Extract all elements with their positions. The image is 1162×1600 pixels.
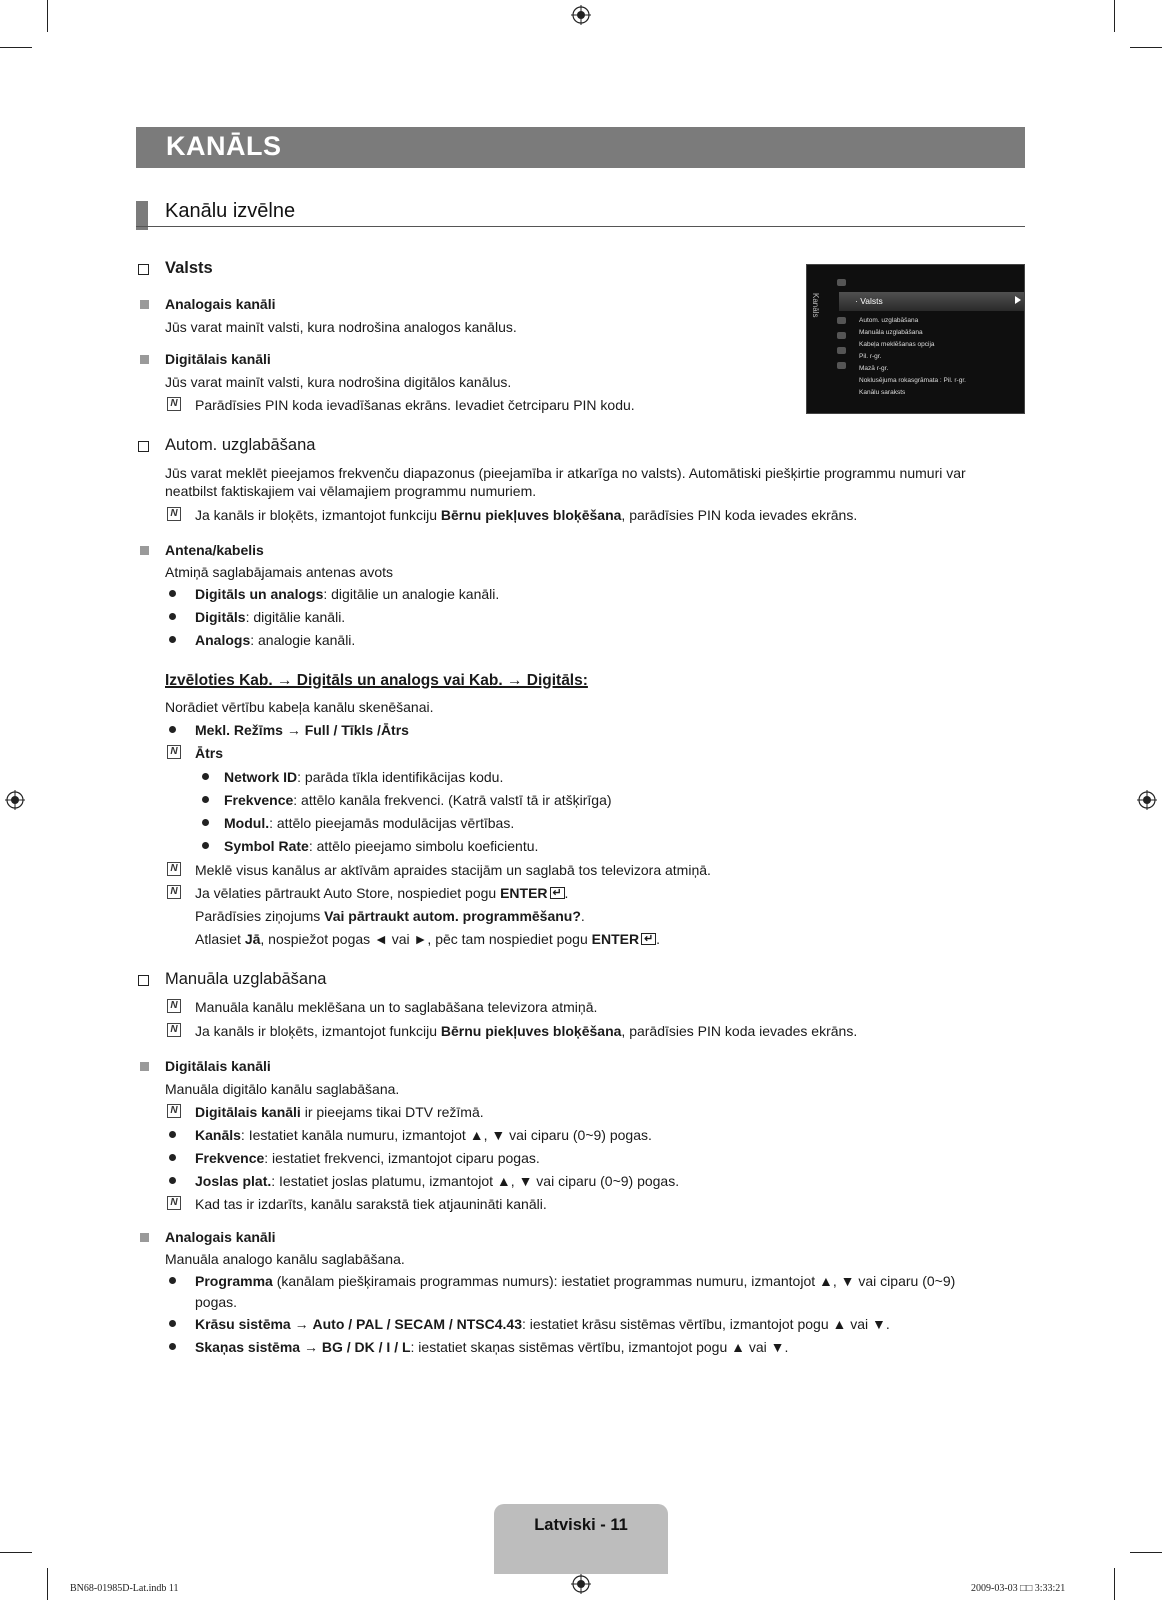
- crop-mark: [0, 47, 32, 48]
- tv-menu-item: Kabeļa meklēšanas opcija: [859, 341, 935, 348]
- autostore-note: Meklē visus kanālus ar aktīvām apraides stacijām un saglabā tos televizora atmiņā.: [195, 862, 711, 878]
- manual-digital-frequency: Frekvence: iestatiet frekvenci, izmantojot ciparu pogas.: [195, 1150, 540, 1166]
- manual-digital-text: Manuāla digitālo kanālu saglabāšana.: [165, 1081, 400, 1097]
- manual-analog-title: Analogais kanāli: [165, 1229, 276, 1245]
- chapter-title: KANĀLS: [166, 131, 282, 161]
- bullet-icon: [202, 842, 209, 849]
- bullet-icon: [169, 1131, 176, 1138]
- antenna-option-digital: Digitāls: digitālie kanāli.: [195, 609, 346, 625]
- note-icon: N: [167, 1196, 181, 1210]
- antenna-option-both: Digitāls un analogs: digitālie un analogie kanāli.: [195, 586, 500, 602]
- tv-menu-item: Manuāla uzglabāšana: [859, 329, 923, 336]
- cable-subheading: Izvēloties Kab. → Digitāls un analogs vai Kab. → Digitāls:: [165, 672, 588, 689]
- valsts-analog-text: Jūs varat mainīt valsti, kura nodrošina analogos kanālus.: [165, 319, 517, 335]
- manual-digital-bandwidth: Joslas plat.: Iestatiet joslas platumu, izmantojot ▲, ▼ vai ciparu (0~9) pogas.: [195, 1173, 680, 1189]
- fast-mode-title: Ātrs: [195, 745, 224, 761]
- note-icon: N: [167, 1104, 181, 1118]
- tv-menu-icon: [837, 347, 846, 354]
- cable-subtext: Norādiet vērtību kabeļa kanālu skenēšanai.: [165, 699, 434, 715]
- crop-mark: [1130, 1552, 1162, 1553]
- tv-menu-icon: [837, 332, 846, 339]
- registration-mark-icon: [5, 790, 25, 810]
- manual-analog-text: Manuāla analogo kanālu saglabāšana.: [165, 1251, 405, 1267]
- tv-menu-item: Kanālu saraksts: [859, 389, 906, 396]
- manual-digital-channel: Kanāls: Iestatiet kanāla numuru, izmantojot ▲, ▼ vai ciparu (0~9) pogas.: [195, 1127, 652, 1143]
- antenna-text: Atmiņā saglabājamais antenas avots: [165, 564, 394, 580]
- manual-digital-dtv-note: Digitālais kanāli ir pieejams tikai DTV režīmā.: [195, 1104, 484, 1120]
- tv-menu-item: Mazā r-gr.: [859, 365, 889, 372]
- section-title: Kanālu izvēlne: [165, 200, 296, 222]
- autostore-stop-note: Ja vēlaties pārtraukt Auto Store, nospiediet pogu ENTER↵ .: [195, 885, 568, 902]
- page-label: Latviski - 11: [534, 1516, 628, 1534]
- chapter-header-bar: [136, 127, 1025, 168]
- tv-menu-icon: [837, 362, 846, 369]
- bullet-icon: [169, 1177, 176, 1184]
- tv-menu-item: Pil. r-gr.: [859, 353, 882, 360]
- registration-mark-icon: [1137, 790, 1157, 810]
- checkbox-bullet-icon: [138, 441, 149, 452]
- note-icon: N: [167, 507, 181, 521]
- manual-analog-color-system: Krāsu sistēma → Auto / PAL / SECAM / NTSC4.43: iestatiet krāsu sistēmas vērtību, izmantojot pogu ▲ vai ▼.: [195, 1316, 890, 1332]
- antenna-title: Antena/kabelis: [165, 542, 264, 558]
- enter-key-icon: [641, 933, 656, 945]
- fast-option-network-id: Network ID: parāda tīkla identifikācijas kodu.: [224, 769, 504, 785]
- autom-paragraph-line1: Jūs varat meklēt pieejamos frekvenču diapazonus (pieejamība ir atkarīga no valsts). Automātiski piešķirtie programmu numuri var: [165, 465, 966, 481]
- square-bullet-icon: [140, 546, 149, 555]
- checkbox-bullet-icon: [138, 975, 149, 986]
- manual-analog-sound-system: Skaņas sistēma → BG / DK / I / L: iestatiet skaņas sistēmas vērtību, izmantojot pogu ▲ vai ▼.: [195, 1339, 789, 1355]
- note-icon: N: [167, 1023, 181, 1037]
- footer-datetime: 2009-03-03 □□ 3:33:21: [971, 1583, 1066, 1594]
- valsts-digital-text: Jūs varat mainīt valsti, kura nodrošina digitālos kanālus.: [165, 374, 512, 390]
- bullet-icon: [169, 636, 176, 643]
- autostore-message-note: Parādīsies ziņojums Vai pārtraukt autom. programmēšanu?.: [195, 908, 585, 924]
- note-icon: N: [167, 885, 181, 899]
- manual-heading: Manuāla uzglabāšana: [165, 970, 327, 988]
- antenna-option-analog: Analogs: analogie kanāli.: [195, 632, 356, 648]
- registration-mark-icon: [571, 5, 591, 25]
- footer-file-name: BN68-01985D-Lat.indb 11: [70, 1583, 179, 1594]
- manual-analog-program: Programma (kanālam piešķiramais programmas numurs): iestatiet programmas numuru, izmantojot ▲, ▼ vai ciparu (0~9): [195, 1273, 956, 1289]
- square-bullet-icon: [140, 1233, 149, 1242]
- arrow-right-icon: [1015, 296, 1021, 304]
- fast-option-frequency: Frekvence: attēlo kanāla frekvenci. (Katrā valstī tā ir atšķirīga): [224, 792, 612, 808]
- bullet-icon: [169, 613, 176, 620]
- enter-key-icon: [550, 887, 565, 899]
- tv-menu-item: Autom. uzglabāšana: [859, 317, 919, 324]
- crop-mark: [0, 1552, 32, 1553]
- crop-mark: [1114, 0, 1115, 32]
- tv-menu-item: Noklusējuma rokasgrāmata : Pil. r-gr.: [859, 377, 966, 384]
- square-bullet-icon: [140, 1062, 149, 1071]
- manual-digital-title: Digitālais kanāli: [165, 1058, 271, 1074]
- fast-option-modulation: Modul.: attēlo pieejamās modulācijas vērtības.: [224, 815, 515, 831]
- square-bullet-icon: [140, 300, 149, 309]
- bullet-icon: [169, 1343, 176, 1350]
- checkbox-bullet-icon: [138, 264, 149, 275]
- bullet-icon: [169, 1320, 176, 1327]
- bullet-icon: [169, 726, 176, 733]
- manual-note: Manuāla kanālu meklēšana un to saglabāšana televizora atmiņā.: [195, 999, 598, 1015]
- valsts-digital-note: Parādīsies PIN koda ievadīšanas ekrāns. Ievadiet četrciparu PIN kodu.: [195, 397, 635, 413]
- bullet-icon: [202, 796, 209, 803]
- autostore-confirm-note: Atlasiet Jā, nospiežot pogas ◄ vai ►, pēc tam nospiediet pogu ENTER↵ .: [195, 931, 660, 948]
- crop-mark: [47, 0, 48, 32]
- note-icon: N: [167, 397, 181, 411]
- tv-menu-selected-item: [839, 292, 1025, 311]
- registration-mark-icon: [571, 1574, 591, 1594]
- valsts-heading: Valsts: [165, 259, 213, 277]
- fast-option-symbol-rate: Symbol Rate: attēlo pieejamo simbolu koeficientu.: [224, 838, 539, 854]
- crop-mark: [1114, 1568, 1115, 1600]
- manual-digital-update-note: Kad tas ir izdarīts, kanālu sarakstā tiek atjaunināti kanāli.: [195, 1196, 547, 1212]
- tv-menu-selected-label: · Valsts: [855, 296, 883, 306]
- tv-menu-icon: [837, 317, 846, 324]
- manual-analog-program-cont: pogas.: [195, 1294, 238, 1310]
- section-divider: [136, 226, 1025, 227]
- crop-mark: [1130, 47, 1162, 48]
- note-icon: N: [167, 745, 181, 759]
- square-bullet-icon: [140, 355, 149, 364]
- tv-menu-screenshot: [806, 264, 1025, 414]
- tv-menu-side-label: Kanāls: [811, 293, 820, 318]
- bullet-icon: [169, 1277, 176, 1284]
- bullet-icon: [202, 773, 209, 780]
- note-icon: N: [167, 862, 181, 876]
- bullet-icon: [169, 590, 176, 597]
- bullet-icon: [169, 1154, 176, 1161]
- page-number-tab: [494, 1504, 668, 1574]
- crop-mark: [47, 1568, 48, 1600]
- valsts-analog-title: Analogais kanāli: [165, 296, 276, 312]
- valsts-digital-title: Digitālais kanāli: [165, 351, 271, 367]
- bullet-icon: [202, 819, 209, 826]
- note-icon: N: [167, 999, 181, 1013]
- tv-menu-icon: [837, 279, 846, 286]
- autom-paragraph-line2: neatbilst faktiskajiem vai vēlamajiem programmu numuriem.: [165, 483, 537, 499]
- search-mode-option: Mekl. Režīms → Full / Tīkls /Ātrs: [195, 722, 409, 738]
- autom-heading: Autom. uzglabāšana: [165, 436, 316, 454]
- manual-lock-note: Ja kanāls ir bloķēts, izmantojot funkciju Bērnu piekļuves bloķēšana, parādīsies PIN koda ievades ekrāns.: [195, 1023, 858, 1039]
- autom-lock-note: Ja kanāls ir bloķēts, izmantojot funkciju Bērnu piekļuves bloķēšana, parādīsies PIN koda ievades ekrāns.: [195, 507, 858, 523]
